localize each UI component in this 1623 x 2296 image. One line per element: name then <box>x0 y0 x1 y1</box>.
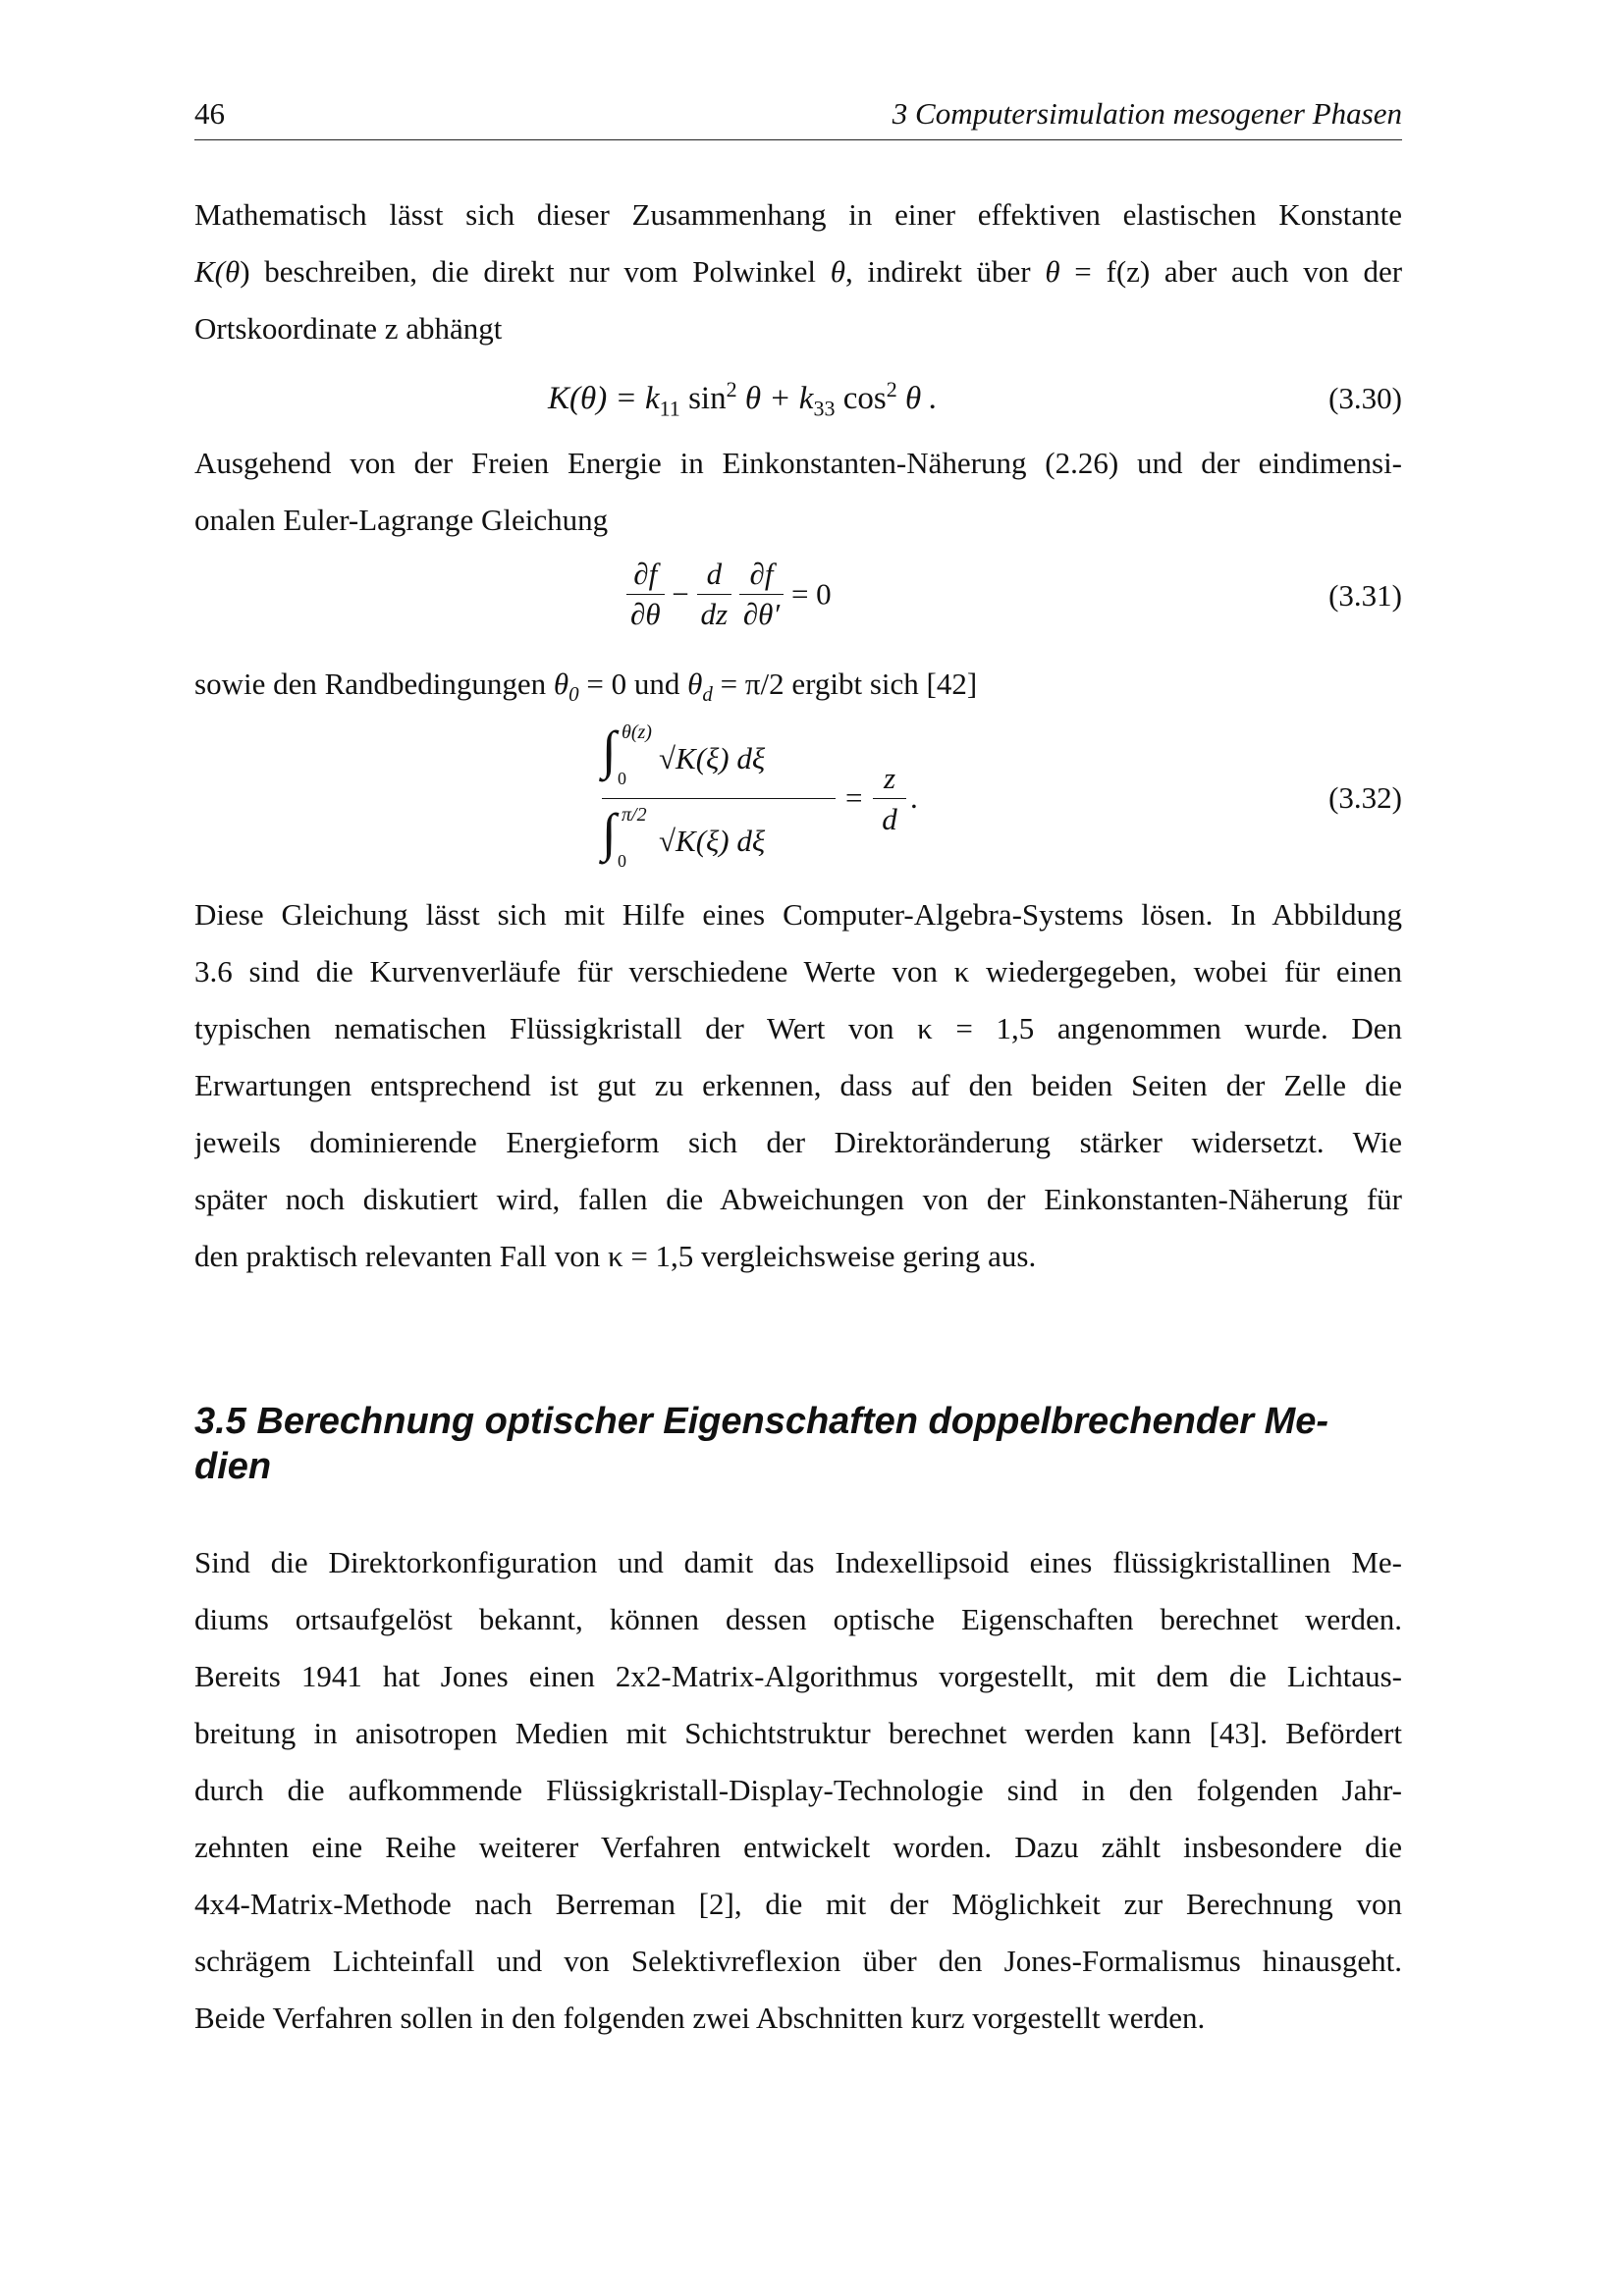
fraction <box>697 555 732 634</box>
symbol-theta: θ <box>553 667 569 701</box>
fraction-bar <box>602 798 836 799</box>
text-line: Ortskoordinate z abhängt <box>194 311 503 346</box>
running-title: 3 Computersimulation mesogener Phasen <box>892 96 1402 131</box>
eq-subscript: 11 <box>659 396 680 421</box>
symbol-theta: θ <box>830 254 845 289</box>
numerator: ∂f <box>626 555 665 595</box>
paragraph-boundary <box>194 656 1402 722</box>
text-fragment: = π/2 ergibt sich [42] <box>720 667 978 701</box>
section-heading <box>194 1399 1402 1489</box>
text-line: Beide Verfahren sollen in den folgenden zwei Abschnitten kurz vorgestellt werden. <box>194 2001 1206 2035</box>
symbol-theta: θ <box>225 254 241 289</box>
text-line: 3.6 sind die Kurvenverläufe für verschiedene Werte von κ wiedergegeben, wobei für einen <box>194 954 1402 988</box>
text-line: zehnten eine Reihe weiterer Verfahren entwickelt worden. Dazu zählt insbesondere die <box>194 1830 1402 1864</box>
text-line: diums ortsaufgelöst bekannt, können dessen optische Eigenschaften berechnet werden. <box>194 1602 1402 1636</box>
text-line: jeweils dominierende Energieform sich der Direktoränderung stärker widersetzt. Wie <box>194 1125 1402 1159</box>
page-number: 46 <box>194 96 225 131</box>
numerator: ∂f <box>739 555 784 595</box>
heading-line: 3.5 Berechnung optischer Eigenschaften doppelbrechender Me- <box>194 1401 1329 1442</box>
symbol-theta: θ <box>687 667 703 701</box>
equation-body <box>626 555 832 634</box>
text-line: später noch diskutiert wird, fallen die Abweichungen von der Einkonstanten-Näherung für <box>194 1182 1402 1216</box>
text-line: typischen nematischen Flüssigkristall der Wert von κ = 1,5 angenommen wurde. Den <box>194 1011 1402 1045</box>
equation-number: (3.32) <box>1328 780 1402 815</box>
eq-superscript: 2 <box>726 377 737 401</box>
fraction-bar <box>873 798 906 799</box>
eq-term: sin <box>679 381 727 416</box>
heading-line: dien <box>194 1446 272 1487</box>
integral-lower-limit: 0 <box>618 769 626 788</box>
paragraph-results <box>194 886 1402 1285</box>
equation-3-31 <box>194 555 1402 643</box>
text-line: breitung in anisotropen Medien mit Schichtstruktur berechnet werden kann [43]. Befördert <box>194 1716 1402 1750</box>
text-fragment: sowie den Randbedingungen <box>194 667 547 701</box>
symbol-K: K( <box>194 254 225 289</box>
numerator: d <box>697 555 732 595</box>
eq-term: K(θ) = k <box>548 381 660 416</box>
subscript: d <box>702 682 713 707</box>
integral-sign: ∫ <box>602 721 617 779</box>
text-line: Erwartungen entsprechend ist gut zu erkennen, dass auf den beiden Seiten der Zelle die <box>194 1068 1402 1102</box>
subscript: 0 <box>568 682 579 707</box>
equation-body <box>602 721 1014 879</box>
eq-term: θ . <box>896 381 938 416</box>
paragraph-euler-lagrange <box>194 435 1402 549</box>
equation-3-32 <box>194 721 1402 879</box>
equation-body <box>548 377 938 422</box>
text-line: Diese Gleichung lässt sich mit Hilfe eines Computer-Algebra-Systems lösen. In Abbildung <box>194 897 1402 932</box>
text-line: den praktisch relevanten Fall von κ = 1,5 vergleichsweise gering aus. <box>194 1239 1037 1273</box>
denominator-integral <box>602 804 828 875</box>
eq-term: θ + k <box>736 381 814 416</box>
text-line: 4x4-Matrix-Methode nach Berreman [2], die mit der Möglichkeit zur Berechnung von <box>194 1887 1402 1921</box>
text-fragment: ) beschreiben, die direkt nur vom Polwinkel <box>240 254 816 289</box>
integrand: √K(ξ) dξ <box>659 824 766 858</box>
integrand: √K(ξ) dξ <box>659 741 766 775</box>
denominator-d: d <box>882 802 897 836</box>
equation-number: (3.30) <box>1328 381 1402 415</box>
denominator: ∂θ <box>630 597 661 631</box>
text-line: Mathematisch lässt sich dieser Zusammenhang in einer effektiven elastischen Konstante <box>194 197 1402 232</box>
text-line: Sind die Direktorkonfiguration und damit das Indexellipsoid eines flüssigkristallinen Me- <box>194 1545 1402 1579</box>
text-fragment: = 0 und <box>586 667 680 701</box>
text-line: Ausgehend von der Freien Energie in Einkonstanten-Näherung (2.26) und der eindimensi- <box>194 446 1402 480</box>
integral-sign: ∫ <box>602 803 617 862</box>
integral-upper-limit: θ(z) <box>622 721 652 743</box>
fraction <box>626 555 665 634</box>
eq-subscript: 33 <box>813 396 836 421</box>
eq-superscript: 2 <box>886 377 897 401</box>
text-line <box>194 243 1402 300</box>
eq-term: cos <box>835 381 887 416</box>
equation-number: (3.31) <box>1328 578 1402 613</box>
numerator-z: z <box>883 761 896 795</box>
text-fragment: , indirekt über <box>844 254 1031 289</box>
equals-sign: = <box>845 780 863 815</box>
integral-upper-limit: π/2 <box>622 804 647 826</box>
denominator: dz <box>700 597 729 631</box>
text-line: schrägem Lichteinfall und von Selektivreflexion über den Jones-Formalismus hinausgeht. <box>194 1944 1402 1978</box>
denominator: ∂θ′ <box>742 597 781 631</box>
paragraph-optics <box>194 1534 1402 2047</box>
numerator-integral <box>602 721 828 792</box>
page-header <box>194 94 1402 140</box>
text-line: durch die aufkommende Flüssigkristall-Display-Technologie sind in den folgenden Jahr- <box>194 1773 1402 1807</box>
integral-lower-limit: 0 <box>618 851 626 871</box>
text-fragment: = f(z) aber auch von der <box>1074 254 1402 289</box>
minus-sign: − <box>672 576 689 612</box>
symbol-theta: θ <box>1045 254 1060 289</box>
text-line: Bereits 1941 hat Jones einen 2x2-Matrix-Algorithmus vorgestellt, mit dem die Lichtaus- <box>194 1659 1402 1693</box>
paragraph-intro <box>194 187 1402 357</box>
text-line: onalen Euler-Lagrange Gleichung <box>194 503 609 537</box>
equation-3-30 <box>194 371 1402 426</box>
equals-zero: = 0 <box>790 576 832 612</box>
period: . <box>910 780 918 815</box>
fraction <box>739 555 784 634</box>
text-line <box>194 656 1402 722</box>
